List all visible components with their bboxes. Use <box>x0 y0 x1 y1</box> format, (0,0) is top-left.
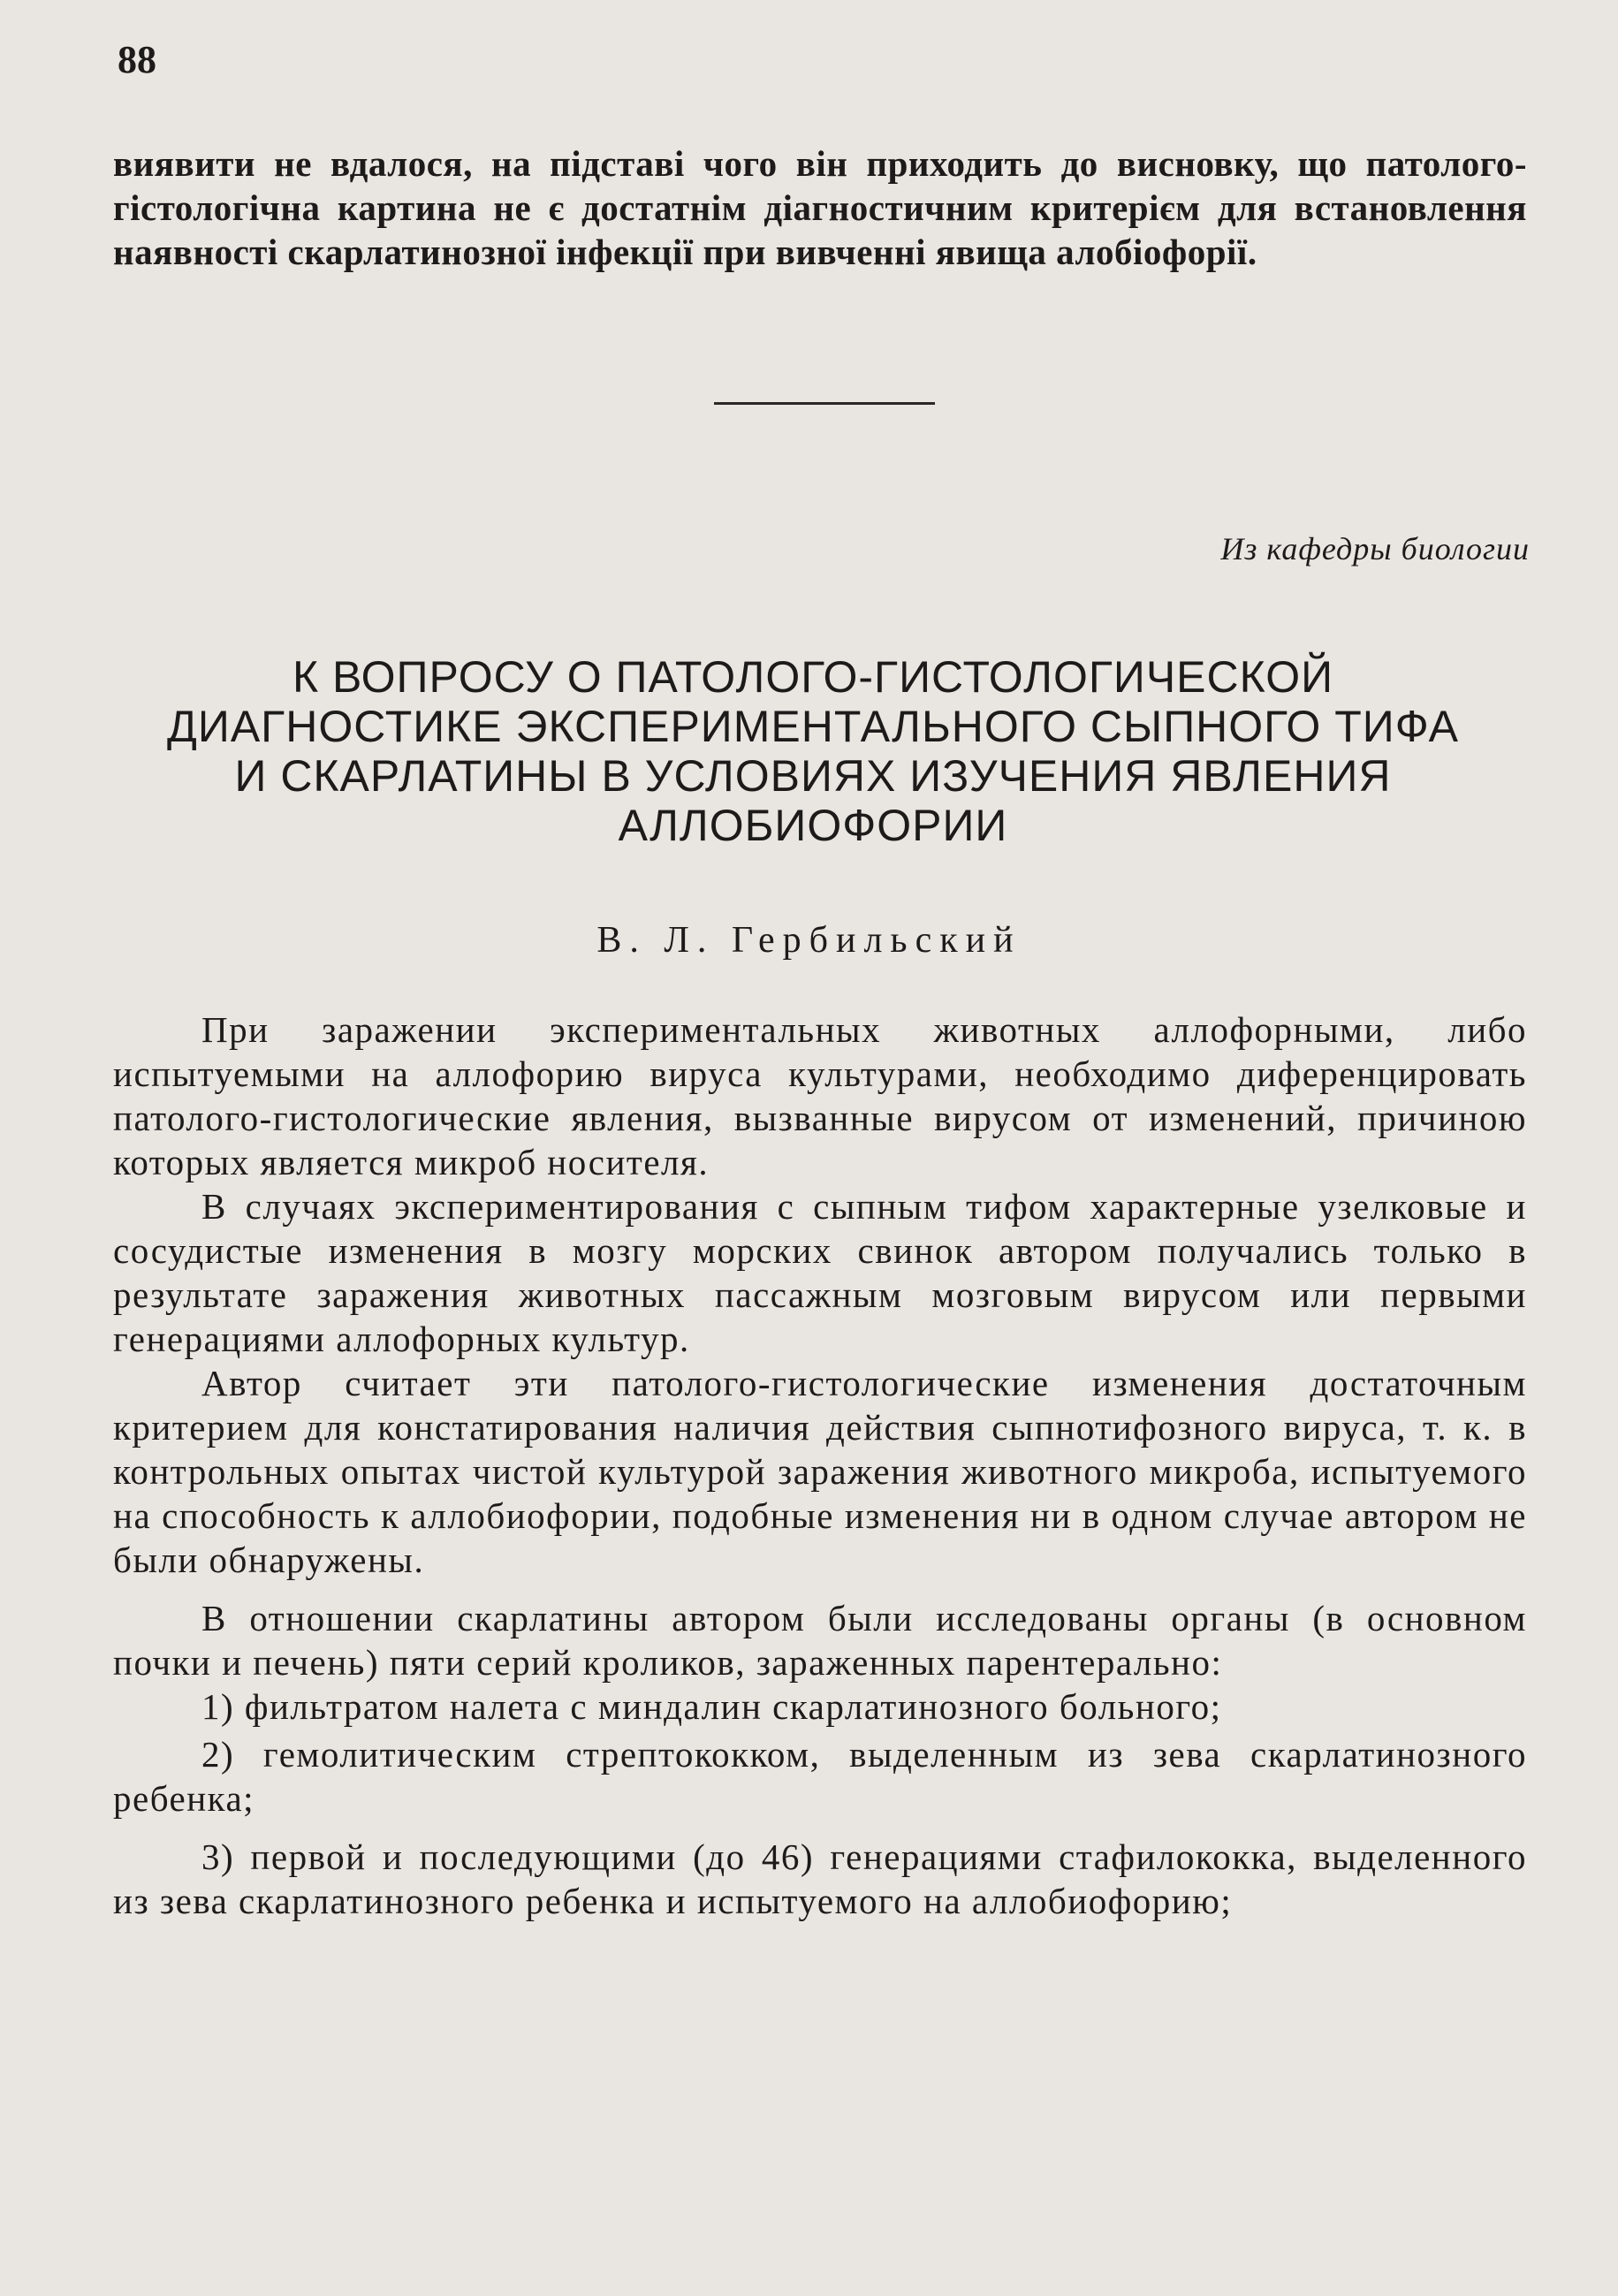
list-item: 1) фильтратом налета с миндалин скарлатинозного больного; <box>201 1686 1222 1727</box>
title-line: К ВОПРОСУ О ПАТОЛОГО-ГИСТОЛОГИЧЕСКОЙ <box>292 652 1334 702</box>
list-item: 2) гемолитическим стрептококком, выделенным из зева скарлатинозного ребенка; <box>113 1734 1527 1819</box>
title-line: АЛЛОБИОФОРИИ <box>618 801 1008 850</box>
paragraph: При заражении экспериментальных животных аллофорными, либо испытуемыми на аллофорию вируса культурами, необходимо диференцировать патолого-гистологические явления, вызванные вирусом от изменений, причиною которых является микроб носителя. <box>113 1009 1527 1182</box>
title-line: И СКАРЛАТИНЫ В УСЛОВИЯХ ИЗУЧЕНИЯ ЯВЛЕНИЯ <box>234 751 1392 801</box>
title-line: ДИАГНОСТИКЕ ЭКСПЕРИМЕНТАЛЬНОГО СЫПНОГО ТИФА <box>167 702 1459 751</box>
previous-article-closing-text: виявити не вдалося, на підставі чого він приходить до висновку, що патолого-гістологічна картина не є достатнім діагностичним критерієм для встановлення наявності скарлатинозної інфекції при вивченні явища алобіофорії. <box>113 143 1527 272</box>
paragraph: В отношении скарлатины автором были исследованы органы (в основном почки и печень) пяти серий кроликов, зараженных парентерально: <box>113 1598 1527 1683</box>
author-name: В. Л. Гербильский <box>596 920 1022 961</box>
paragraph: Автор считает эти патолого-гистологические изменения достаточным критерием для констатирования наличия действия сыпнотифозного вируса, т. к. в контрольных опытах чистой культурой заражения животного микроба, испытуемого на способность к аллобиофории, подобные изменения ни в одном случае автором не были обнаружены. <box>113 1363 1527 1580</box>
section-divider <box>714 402 935 405</box>
department-line: Из кафедры биологии <box>1220 531 1530 566</box>
article-body <box>113 1007 1527 1923</box>
paragraph: В случаях экспериментирования с сыпным тифом характерные узелковые и сосудистые изменения в мозгу морских свинок автором получались только в результате заражения животных пассажным мозговым вирусом или первыми генерациями аллофорных культур. <box>113 1186 1527 1359</box>
page-number: 88 <box>118 38 156 81</box>
article-title <box>88 652 1538 850</box>
list-item: 3) первой и последующими (до 46) генерациями стафилококка, выделенного из зева скарлатинозного ребенка и испытуемого на аллобиофорию; <box>113 1836 1527 1921</box>
